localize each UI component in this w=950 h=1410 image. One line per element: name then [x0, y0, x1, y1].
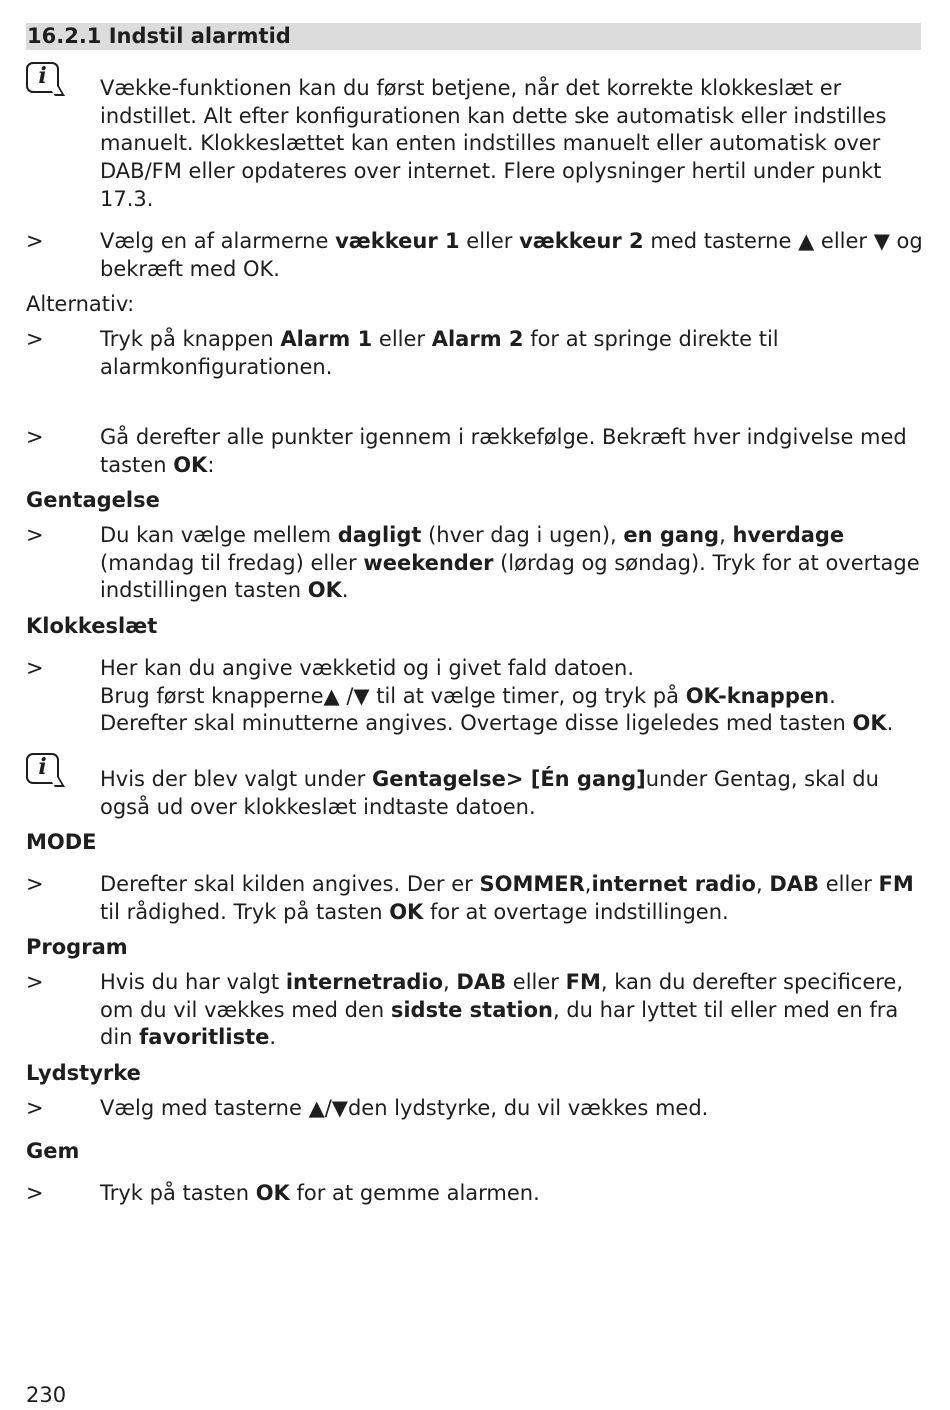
heading-time: Klokkeslæt [26, 614, 158, 638]
step-text: Vælg en af alarmerne vækkeur 1 eller vækkeur 2 med tasterne ▲ eller ▼ og bekræft med OK. [100, 229, 923, 281]
bullet-marker: > [26, 523, 44, 547]
section-title: 16.2.1 Indstil alarmtid [26, 23, 921, 50]
step-text: Tryk på tasten OK for at gemme alarmen. [100, 1181, 540, 1205]
step-text: Du kan vælge mellem dagligt (hver dag i ugen), en gang, hverdage (mandag til fredag) eller weekender (lørdag og søndag). Tryk for at overtage indstillingen tasten OK. [100, 523, 920, 603]
bullet-marker: > [26, 872, 44, 896]
bullet-marker: > [26, 1096, 44, 1120]
bullet-marker: > [26, 970, 44, 994]
step-time [26, 655, 926, 738]
step-alarm-keys [26, 326, 926, 381]
step-volume [26, 1095, 926, 1123]
time-note-text: Hvis der blev valgt under Gentagelse> [Én gang]under Gentag, skal du også ud over klokkeslæt indtaste datoen. [100, 767, 879, 819]
heading-volume: Lydstyrke [26, 1061, 141, 1085]
step-text: Her kan du angive vækketid og i givet fald datoen. Brug først knapperne▲ /▼ til at vælge timer, og tryk på OK-knappen. Derefter skal minutterne angives. Overtage disse ligeledes med tasten OK. [100, 656, 894, 736]
heading-repeat: Gentagelse [26, 488, 160, 512]
step-save [26, 1180, 926, 1208]
intro-note-text: Vække-funktionen kan du først betjene, når det korrekte klokkeslæt er indstillet. Alt efter konfigurationen kan dette ske automatisk eller indstilles manuelt. Klokkeslættet kan enten indstilles manuelt eller automatisk over DAB/FM eller opdateres over internet. Flere oplysninger hertil under punkt 17.3. [100, 76, 887, 211]
step-mode [26, 871, 926, 926]
bullet-marker: > [26, 1181, 44, 1205]
heading-save: Gem [26, 1139, 80, 1163]
page-number: 230 [26, 1383, 67, 1407]
step-program [26, 969, 926, 1052]
heading-mode: MODE [26, 830, 97, 854]
step-text: Hvis du har valgt internetradio, DAB eller FM, kan du derefter specificere, om du vil vækkes med den sidste station, du har lyttet til eller med en fra din favoritliste. [100, 970, 904, 1050]
bullet-marker: > [26, 425, 44, 449]
info-icon: i [26, 753, 59, 784]
alternative-label: Alternativ: [26, 292, 135, 316]
step-repeat [26, 522, 926, 605]
bullet-marker: > [26, 327, 44, 351]
time-note [26, 753, 926, 821]
info-icon: i [26, 62, 59, 93]
intro-note [26, 62, 926, 214]
bullet-marker: > [26, 656, 44, 680]
step-text: Gå derefter alle punkter igennem i rækkefølge. Bekræft hver indgivelse med tasten OK: [100, 425, 907, 477]
step-select-alarm [26, 228, 926, 283]
bullet-marker: > [26, 229, 44, 253]
step-text: Tryk på knappen Alarm 1 eller Alarm 2 for at springe direkte til alarmkonfigurationen. [100, 327, 779, 379]
step-text: Vælg med tasterne ▲/▼den lydstyrke, du vil vækkes med. [100, 1096, 709, 1120]
step-go-through [26, 424, 926, 479]
step-text: Derefter skal kilden angives. Der er SOMMER,internet radio, DAB eller FM til rådighed. Tryk på tasten OK for at overtage indstillingen. [100, 872, 914, 924]
heading-program: Program [26, 935, 128, 959]
